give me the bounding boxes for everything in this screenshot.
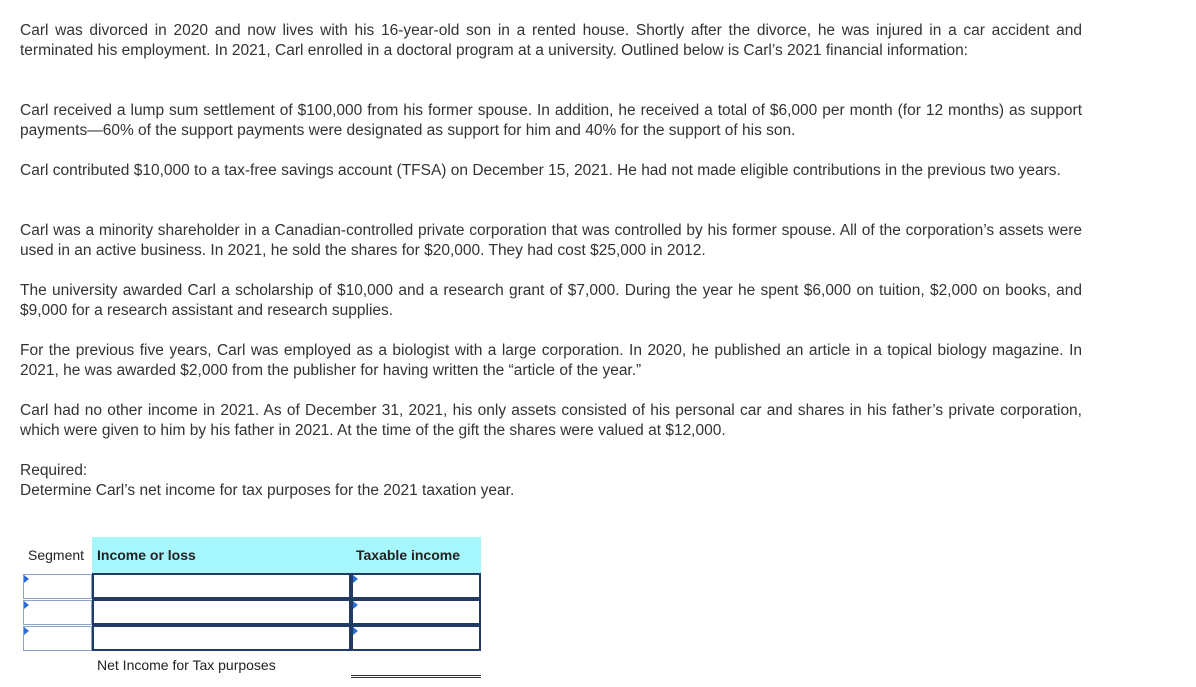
net-income-total-field[interactable] <box>351 652 481 678</box>
tfsa-paragraph: Carl contributed $10,000 to a tax-free savings account (TFSA) on December 15, 2021. He had not made eligible contributions in the previous two years. <box>20 162 1061 179</box>
shares-paragraph: Carl was a minority shareholder in a Canadian-controlled private corporation that was controlled by his former spouse. All of the corporation’s assets were used in an active business. In 2021, he sold the shares for $20,000. They had cost $25,000 in 2012. <box>20 222 1082 259</box>
intro-paragraph: Carl was divorced in 2020 and now lives with his 16-year-old son in a rented house. Shortly after the divorce, he was injured in a car accident and terminated his employment. In 2021, Carl enrolled in a doctoral program at a university. Outlined below is Carl’s 2021 financial information: <box>20 22 1082 59</box>
dropdown-marker-icon <box>353 627 358 635</box>
segment-column-header: Segment <box>24 537 92 573</box>
taxable-income-input-row-2[interactable] <box>351 599 481 625</box>
article-award-paragraph: For the previous five years, Carl was employed as a biologist with a large corporation. In 2020, he published an article in a topical biology magazine. In 2021, he was awarded $2,000 from the publisher for having written the “article of the year.” <box>20 342 1082 379</box>
scholarship-paragraph: The university awarded Carl a scholarship of $10,000 and a research grant of $7,000. During the year he spent $6,000 on tuition, $2,000 on books, and $9,000 for a research assistant and research supplies. <box>20 282 1082 319</box>
dropdown-marker-icon <box>353 575 358 583</box>
required-label: Required: <box>20 462 88 479</box>
settlement-paragraph: Carl received a lump sum settlement of $100,000 from his former spouse. In addition, he received a total of $6,000 per month (for 12 months) as support payments—60% of the support payments were designated as support for him and 40% for the support of his son. <box>20 102 1082 139</box>
dropdown-marker-icon <box>24 575 29 583</box>
taxable-income-column-header: Taxable income <box>351 537 481 573</box>
net-income-label: Net Income for Tax purposes <box>97 657 276 673</box>
taxable-income-input-row-1[interactable] <box>351 573 481 599</box>
segment-input-row-3[interactable] <box>23 626 92 651</box>
required-section <box>20 461 1082 501</box>
taxable-income-input-row-3[interactable] <box>351 625 481 651</box>
income-or-loss-input-row-1[interactable] <box>92 573 351 599</box>
dropdown-marker-icon <box>353 601 358 609</box>
income-or-loss-input-row-2[interactable] <box>92 599 351 625</box>
segment-input-row-2[interactable] <box>23 600 92 625</box>
required-text: Determine Carl’s net income for tax purposes for the 2021 taxation year. <box>20 482 515 499</box>
dropdown-marker-icon <box>24 601 29 609</box>
assets-paragraph: Carl had no other income in 2021. As of December 31, 2021, his only assets consisted of his personal car and shares in his father’s private corporation, which were given to him by his father in 2021. At the time of the gift the shares were valued at $12,000. <box>20 402 1082 439</box>
income-or-loss-column-header: Income or loss <box>92 537 351 573</box>
segment-input-row-1[interactable] <box>23 574 92 599</box>
income-or-loss-input-row-3[interactable] <box>92 625 351 651</box>
dropdown-marker-icon <box>24 627 29 635</box>
